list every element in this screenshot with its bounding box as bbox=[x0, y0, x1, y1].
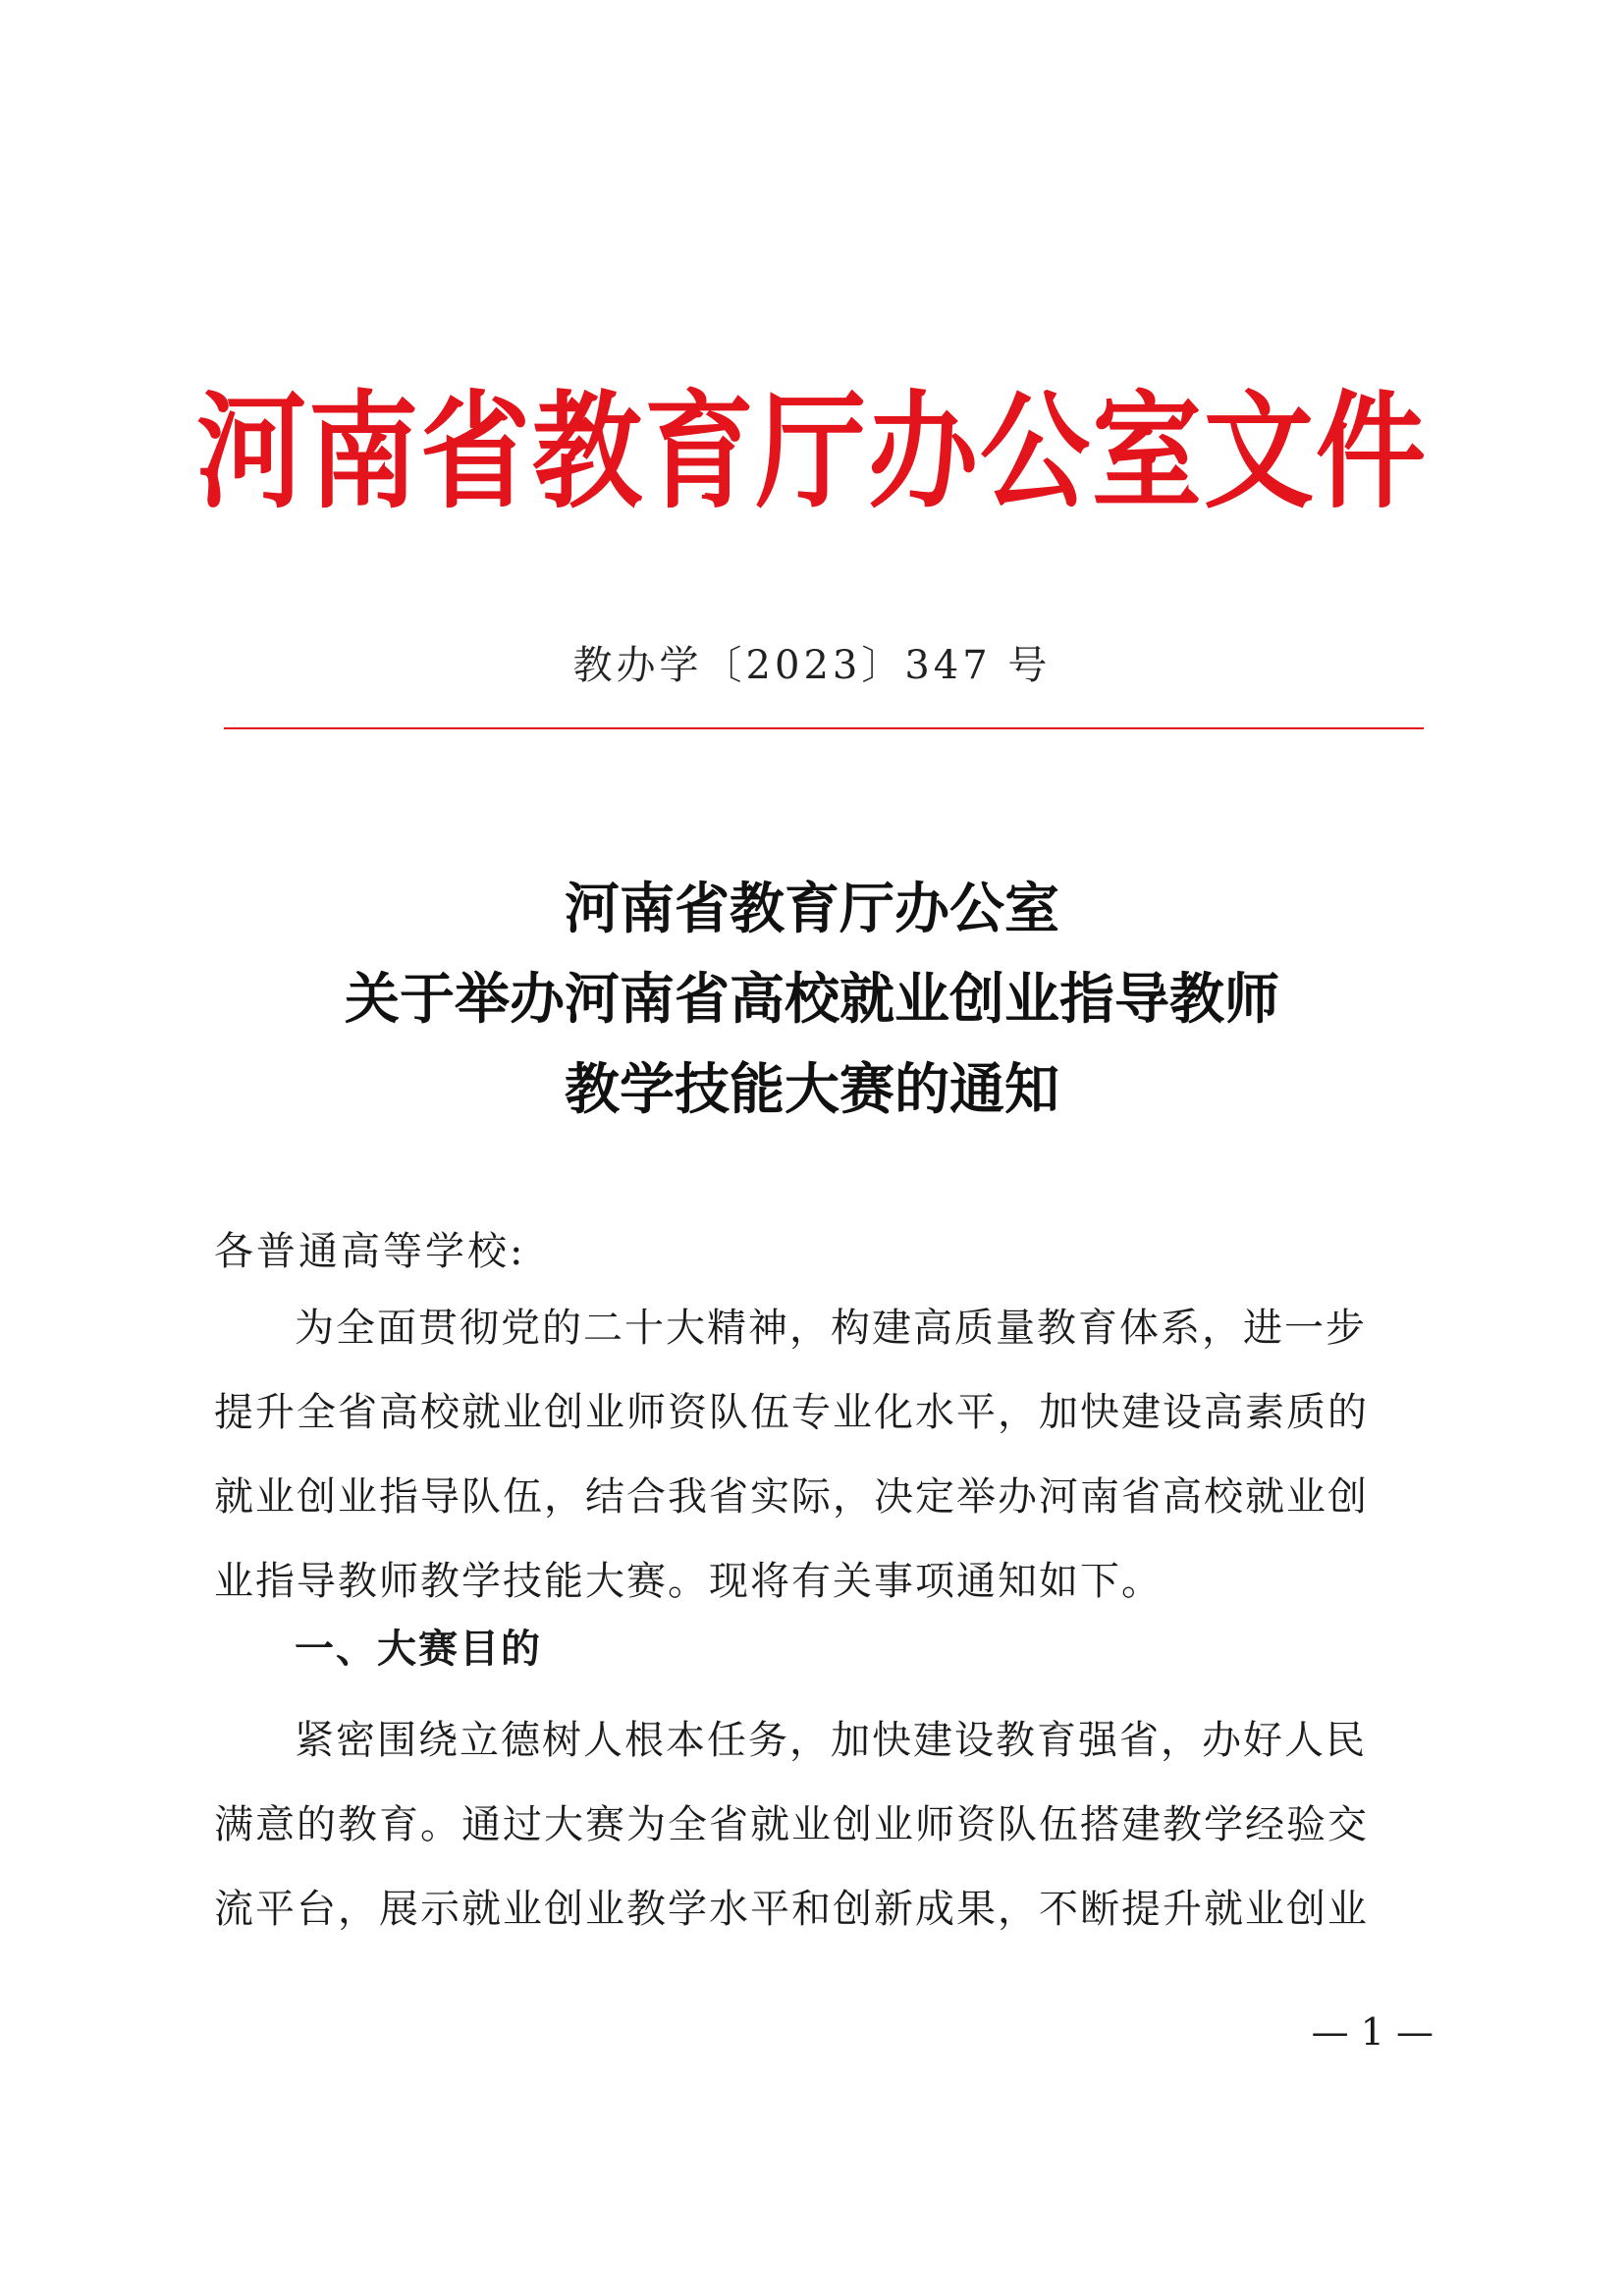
paragraph-line: 流平台，展示就业创业教学水平和创新成果，不断提升就业创业 bbox=[214, 1887, 1369, 1932]
paragraph-line: 业指导教师教学技能大赛。现将有关事项通知如下。 bbox=[214, 1559, 1163, 1604]
section1-paragraph bbox=[214, 1698, 1369, 1951]
red-divider-line bbox=[224, 727, 1424, 729]
salutation: 各普通高等学校: bbox=[214, 1229, 526, 1274]
title-line-3: 教学技能大赛的通知 bbox=[565, 1057, 1059, 1122]
paragraph-line: 满意的教育。通过大赛为全省就业创业师资队伍搭建教学经验交 bbox=[214, 1802, 1369, 1847]
section-heading: 一、大赛目的 bbox=[295, 1627, 542, 1672]
intro-paragraph bbox=[214, 1286, 1369, 1624]
paragraph-line: 提升全省高校就业创业师资队伍专业化水平，加快建设高素质的 bbox=[214, 1390, 1369, 1435]
paragraph-line: 紧密围绕立德树人根本任务，加快建设教育强省，办好人民 bbox=[295, 1718, 1367, 1763]
masthead-title: 河南省教育厅办公室文件 bbox=[196, 378, 1428, 526]
page-number: — 1 — bbox=[1311, 2010, 1434, 2054]
paragraph-line: 就业创业指导队伍，结合我省实际，决定举办河南省高校就业创 bbox=[214, 1474, 1369, 1520]
paragraph-line: 为全面贯彻党的二十大精神，构建高质量教育体系，进一步 bbox=[295, 1306, 1367, 1351]
title-line-2: 关于举办河南省高校就业创业指导教师 bbox=[345, 967, 1279, 1032]
title-line-1: 河南省教育厅办公室 bbox=[565, 877, 1059, 941]
notice-title bbox=[0, 864, 1624, 1135]
document-number: 教办学〔2023〕347 号 bbox=[572, 643, 1052, 688]
